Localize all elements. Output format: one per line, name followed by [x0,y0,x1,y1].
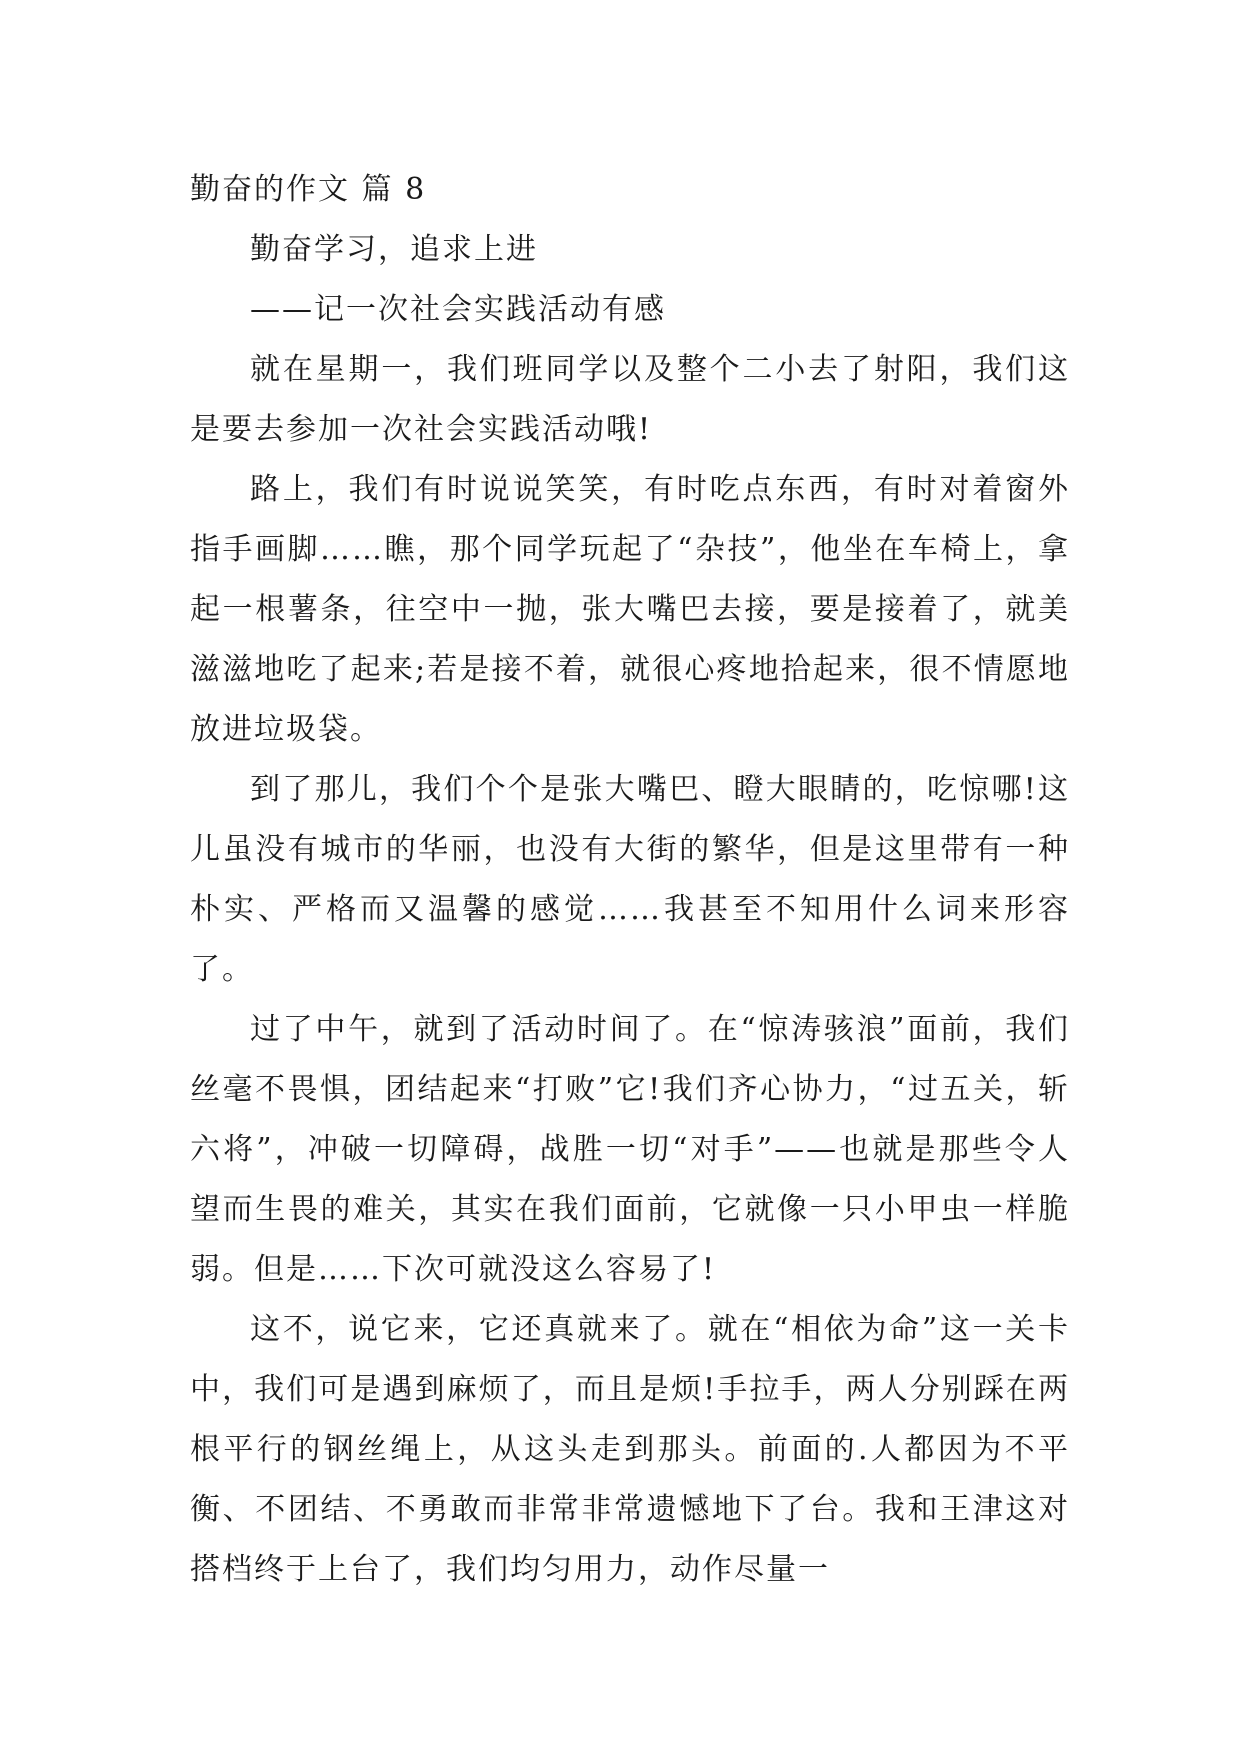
paragraph: 到了那儿，我们个个是张大嘴巴、瞪大眼睛的，吃惊哪!这儿虽没有城市的华丽，也没有大街的繁华，但是这里带有一种朴实、严格而又温馨的感觉……我甚至不知用什么词来形容了。 [190,772,1070,987]
document-page [190,160,1070,1600]
essay-title: 勤奋学习，追求上进 [250,232,538,267]
essay-subtitle: ——记一次社会实践活动有感 [250,292,666,327]
essay-heading: 勤奋的作文 篇 8 [190,172,427,207]
paragraph: 就在星期一，我们班同学以及整个二小去了射阳，我们这是要去参加一次社会实践活动哦! [190,352,1070,447]
paragraph: 路上，我们有时说说笑笑，有时吃点东西，有时对着窗外指手画脚……瞧，那个同学玩起了“杂技”，他坐在车椅上，拿起一根薯条，往空中一抛，张大嘴巴去接，要是接着了，就美滋滋地吃了起来;若是接不着，就很心疼地拾起来，很不情愿地放进垃圾袋。 [190,472,1070,747]
paragraph: 过了中午，就到了活动时间了。在“惊涛骇浪”面前，我们丝毫不畏惧，团结起来“打败”它!我们齐心协力，“过五关，斩六将”，冲破一切障碍，战胜一切“对手”——也就是那些令人望而生畏的难关，其实在我们面前，它就像一只小甲虫一样脆弱。但是……下次可就没这么容易了! [190,1012,1070,1287]
paragraph: 这不，说它来，它还真就来了。就在“相依为命”这一关卡中，我们可是遇到麻烦了，而且是烦!手拉手，两人分别踩在两根平行的钢丝绳上，从这头走到那头。前面的.人都因为不平衡、不团结、不勇敢而非常非常遗憾地下了台。我和王津这对搭档终于上台了，我们均匀用力，动作尽量一 [190,1312,1070,1587]
